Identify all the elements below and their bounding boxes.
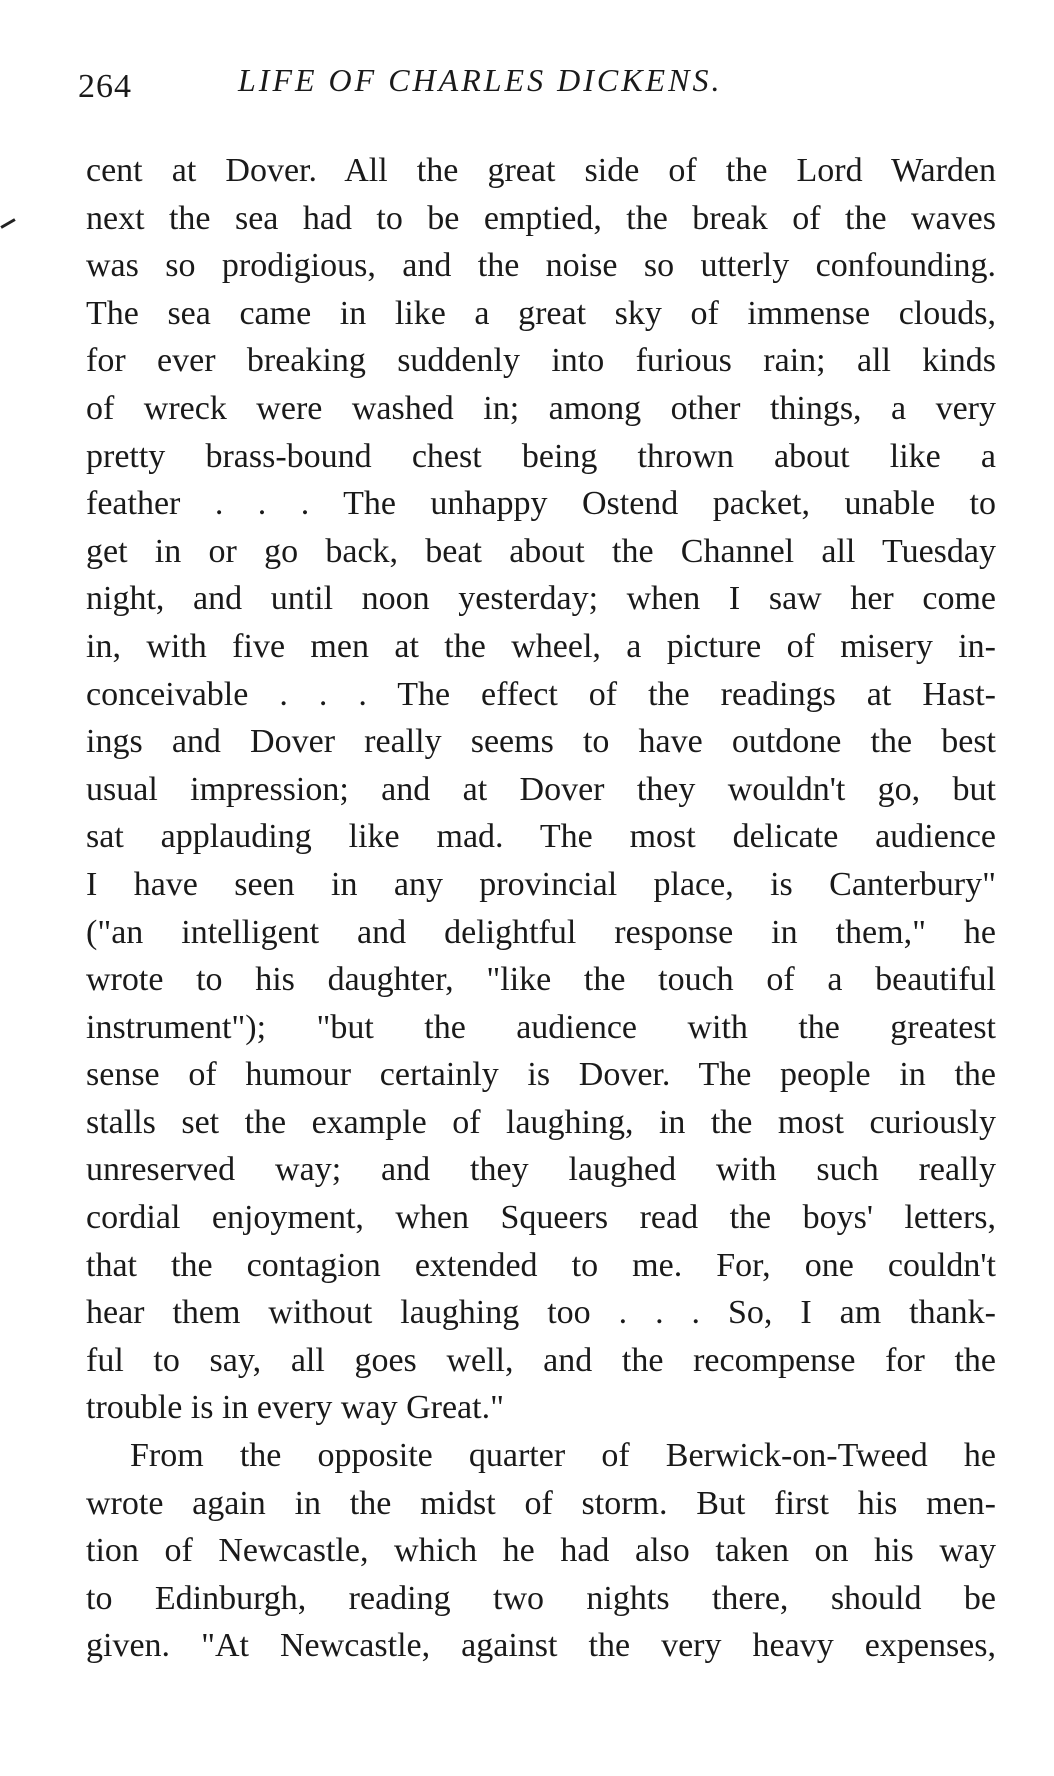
text-line: tion of Newcastle, which he had also taken on his way [86, 1532, 996, 1570]
paragraph-first-line: From the opposite quarter of Berwick-on-Tweed he [130, 1437, 996, 1475]
text-line: sat applauding like mad. The most delicate audience [86, 818, 996, 856]
text-line: The sea came in like a great sky of immense clouds, [86, 294, 996, 332]
text-line: was so prodigious, and the noise so utterly confounding. [86, 247, 996, 285]
text-line: sense of humour certainly is Dover. The people in the [86, 1056, 996, 1094]
text-line: instrument"); "but the audience with the greatest [86, 1008, 996, 1046]
text-line: unreserved way; and they laughed with such really [86, 1151, 996, 1189]
text-line: wrote again in the midst of storm. But first his men- [86, 1484, 996, 1522]
text-line: night, and until noon yesterday; when I saw her come [86, 580, 996, 618]
text-line: wrote to his daughter, "like the touch of a beautiful [86, 961, 996, 999]
body-text [86, 147, 996, 1670]
text-line: feather . . . The unhappy Ostend packet, unable to [86, 485, 996, 523]
text-line: next the sea had to be emptied, the break of the waves [86, 199, 996, 237]
text-line: to Edinburgh, reading two nights there, should be [86, 1579, 996, 1617]
text-line: hear them without laughing too . . . So, I am thank- [86, 1294, 996, 1332]
text-line: ("an intelligent and delightful response in them," he [86, 913, 996, 951]
page-number: 264 [78, 68, 132, 105]
running-head [78, 62, 998, 112]
text-line: cordial enjoyment, when Squeers read the boys' letters, [86, 1199, 996, 1237]
margin-mark [0, 218, 15, 229]
text-line: of wreck were washed in; among other things, a very [86, 389, 996, 427]
text-line: trouble is in every way Great." [86, 1389, 504, 1427]
text-line: I have seen in any provincial place, is Canterbury" [86, 865, 996, 903]
text-line: ings and Dover really seems to have outdone the best [86, 723, 996, 761]
text-line: get in or go back, beat about the Channel all Tuesday [86, 532, 996, 570]
text-line: in, with five men at the wheel, a picture of misery in- [86, 627, 996, 665]
text-line: for ever breaking suddenly into furious rain; all kinds [86, 342, 996, 380]
text-line: pretty brass-bound chest being thrown about like a [86, 437, 996, 475]
text-line: conceivable . . . The effect of the readings at Hast- [86, 675, 996, 713]
text-line: that the contagion extended to me. For, one couldn't [86, 1246, 996, 1284]
text-line: ful to say, all goes well, and the recompense for the [86, 1341, 996, 1379]
text-line: stalls set the example of laughing, in the most curiously [86, 1103, 996, 1141]
text-line: given. "At Newcastle, against the very heavy expenses, [86, 1627, 996, 1665]
text-line: cent at Dover. All the great side of the Lord Warden [86, 152, 996, 189]
text-line: usual impression; and at Dover they wouldn't go, but [86, 770, 996, 808]
running-title: LIFE OF CHARLES DICKENS. [238, 62, 723, 98]
